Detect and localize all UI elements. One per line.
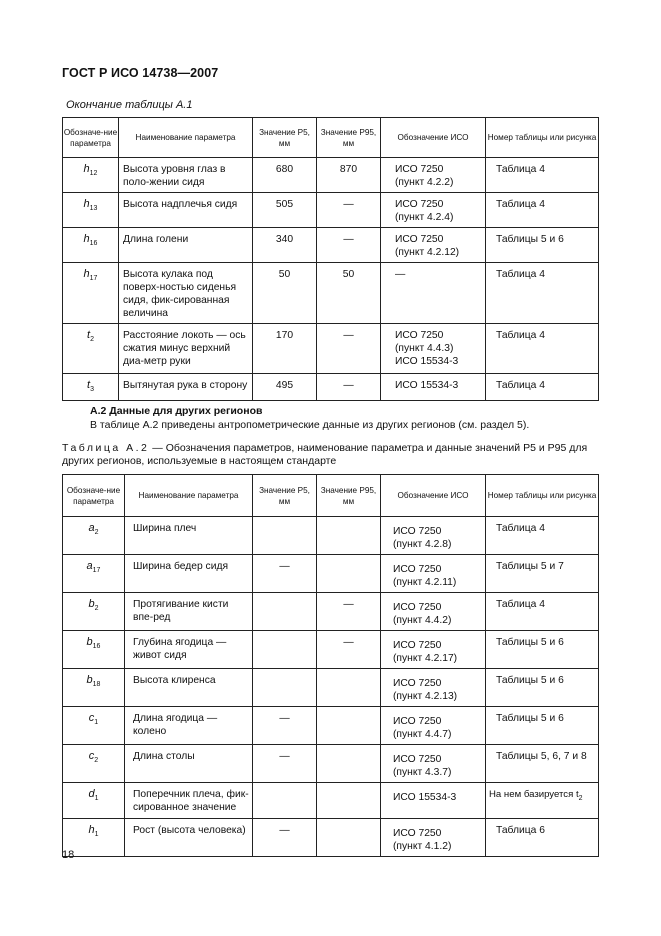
p95-value: —: [317, 324, 381, 374]
iso-reference: ИСО 7250 (пункт 4.4.7): [381, 707, 486, 745]
iso-reference: ИСО 15534-3: [381, 783, 486, 819]
table2-caption-lead: Таблица А.2: [62, 442, 150, 454]
iso-reference: ИСО 15534-3: [381, 374, 486, 401]
p5-value: 50: [253, 263, 317, 324]
symbol-subscript: 2: [90, 336, 94, 344]
p95-value: [317, 555, 381, 593]
ref-subscript: 2: [578, 794, 583, 802]
p95-value: —: [317, 228, 381, 263]
param-name: Ширина бедер сидя: [125, 555, 253, 593]
iso-reference: ИСО 7250 (пункт 4.1.2): [381, 819, 486, 857]
p5-value: 680: [253, 158, 317, 193]
symbol-subscript: 2: [94, 529, 99, 537]
p5-value: 505: [253, 193, 317, 228]
iso-reference: ИСО 7250 (пункт 4.2.11): [381, 555, 486, 593]
table-row: [63, 631, 599, 669]
param-symbol: [63, 745, 125, 783]
table-row: [63, 745, 599, 783]
symbol-letter: b: [86, 674, 93, 686]
table-reference: Таблица 4: [486, 517, 599, 555]
param-symbol: [63, 374, 119, 401]
table-reference: Таблица 4: [486, 324, 599, 374]
p5-value: —: [253, 555, 317, 593]
p95-value: —: [317, 593, 381, 631]
header-symbol: Обозначе-ние параметра: [63, 475, 125, 517]
symbol-letter: c: [88, 750, 95, 762]
param-name: Рост (высота человека): [125, 819, 253, 857]
param-symbol: [63, 669, 125, 707]
param-name: Длина голени: [119, 228, 253, 263]
table-row: [63, 263, 599, 324]
symbol-letter: h: [83, 198, 90, 210]
symbol-letter: t: [87, 379, 91, 391]
symbol-letter: h: [83, 233, 90, 245]
iso-reference: ИСО 7250 (пункт 4.2.17): [381, 631, 486, 669]
table-row: [63, 707, 599, 745]
symbol-letter: h: [88, 824, 95, 836]
table-reference: Таблицы 5 и 7: [486, 555, 599, 593]
param-symbol: [63, 263, 119, 324]
param-name: Вытянутая рука в сторону: [119, 374, 253, 401]
param-name: Высота надплечья сидя: [119, 193, 253, 228]
table-row: [63, 193, 599, 228]
header-iso: Обозначение ИСО: [381, 118, 486, 158]
ref-text: На нем базируется t: [489, 789, 579, 800]
param-name: Ширина плеч: [125, 517, 253, 555]
iso-reference: —: [381, 263, 486, 324]
table-reference: Таблица 4: [486, 593, 599, 631]
symbol-letter: h: [83, 163, 90, 175]
iso-reference: ИСО 7250 (пункт 4.2.12): [381, 228, 486, 263]
param-name: Поперечник плеча, фик-сированное значение: [125, 783, 253, 819]
table2-header-row: [63, 475, 599, 517]
page-number: 18: [62, 849, 75, 861]
header-p5: Значение P5, мм: [253, 475, 317, 517]
param-name: Высота кулака под поверх-ностью сиденья сидя, фик-сированная величина: [119, 263, 253, 324]
table-row: [63, 517, 599, 555]
symbol-letter: h: [83, 268, 90, 280]
p95-value: —: [317, 193, 381, 228]
table1-caption: Окончание таблицы А.1: [66, 99, 193, 111]
p95-value: [317, 783, 381, 819]
p5-value: —: [253, 819, 317, 857]
iso-reference: ИСО 7250 (пункт 4.4.3) ИСО 15534-3: [381, 324, 486, 374]
p5-value: —: [253, 707, 317, 745]
symbol-subscript: 2: [94, 605, 99, 613]
param-name: Высота уровня глаз в поло-жении сидя: [119, 158, 253, 193]
symbol-letter: b: [88, 598, 95, 610]
iso-reference: ИСО 7250 (пункт 4.2.8): [381, 517, 486, 555]
p5-value: —: [253, 745, 317, 783]
p5-value: [253, 593, 317, 631]
symbol-letter: a: [88, 522, 95, 534]
param-name: Длина ягодица — колено: [125, 707, 253, 745]
table-row: [63, 324, 599, 374]
table-reference: [486, 783, 599, 819]
symbol-letter: b: [86, 636, 93, 648]
param-name: Расстояние локоть — ось сжатия минус верхний диа-метр руки: [119, 324, 253, 374]
p5-value: 495: [253, 374, 317, 401]
p5-value: 340: [253, 228, 317, 263]
symbol-subscript: 1: [94, 719, 99, 727]
symbol-subscript: 17: [92, 567, 101, 575]
table-reference: Таблицы 5, 6, 7 и 8: [486, 745, 599, 783]
table-reference: Таблицы 5 и 6: [486, 669, 599, 707]
param-name: Глубина ягодица — живот сидя: [125, 631, 253, 669]
table1-header-row: [63, 118, 599, 158]
p95-value: —: [317, 631, 381, 669]
symbol-subscript: 2: [94, 757, 99, 765]
header-iso: Обозначение ИСО: [381, 475, 486, 517]
param-name: Протягивание кисти впе-ред: [125, 593, 253, 631]
header-name: Наименование параметра: [119, 118, 253, 158]
table-reference: Таблицы 5 и 6: [486, 631, 599, 669]
table-row: [63, 158, 599, 193]
param-symbol: [63, 158, 119, 193]
param-symbol: [63, 783, 125, 819]
table-reference: Таблица 6: [486, 819, 599, 857]
param-symbol: [63, 707, 125, 745]
p95-value: [317, 707, 381, 745]
param-name: Длина столы: [125, 745, 253, 783]
table-a2: [62, 474, 599, 857]
symbol-letter: c: [88, 712, 95, 724]
p95-value: [317, 819, 381, 857]
section-text: В таблице А.2 приведены антропометрические данные из других регионов (см. раздел 5).: [90, 419, 530, 431]
section-title: А.2 Данные для других регионов: [90, 405, 263, 417]
symbol-letter: d: [88, 788, 95, 800]
symbol-letter: t: [87, 329, 91, 341]
symbol-subscript: 18: [92, 681, 101, 689]
iso-reference: ИСО 7250 (пункт 4.2.13): [381, 669, 486, 707]
symbol-subscript: 1: [94, 795, 99, 803]
document-header: ГОСТ Р ИСО 14738—2007: [62, 66, 219, 80]
symbol-letter: a: [86, 560, 93, 572]
table2-caption-rest: — Обозначения параметров, наименование параметра и данные значений P5 и P95 для других регионов, используемые в настоящем стандарте: [62, 442, 588, 467]
header-ref: Номер таблицы или рисунка: [486, 475, 599, 517]
iso-reference: ИСО 7250 (пункт 4.3.7): [381, 745, 486, 783]
header-symbol: Обозначе-ние параметра: [63, 118, 119, 158]
table-row: [63, 228, 599, 263]
iso-reference: ИСО 7250 (пункт 4.2.2): [381, 158, 486, 193]
symbol-subscript: 16: [92, 643, 101, 651]
param-symbol: [63, 631, 125, 669]
p5-value: [253, 631, 317, 669]
p95-value: [317, 745, 381, 783]
param-symbol: [63, 228, 119, 263]
param-symbol: [63, 324, 119, 374]
table-row: [63, 555, 599, 593]
header-ref: Номер таблицы или рисунка: [486, 118, 599, 158]
table-row: [63, 819, 599, 857]
iso-reference: ИСО 7250 (пункт 4.2.4): [381, 193, 486, 228]
param-symbol: [63, 593, 125, 631]
header-name: Наименование параметра: [125, 475, 253, 517]
table-row: [63, 669, 599, 707]
table-reference: Таблица 4: [486, 374, 599, 401]
param-symbol: [63, 193, 119, 228]
table-row: [63, 783, 599, 819]
symbol-subscript: 17: [89, 275, 98, 283]
p95-value: 870: [317, 158, 381, 193]
symbol-subscript: 16: [89, 240, 98, 248]
table-reference: Таблица 4: [486, 158, 599, 193]
header-p5: Значение P5, мм: [253, 118, 317, 158]
table2-caption: [62, 442, 602, 468]
header-p95: Значение P95, мм: [317, 475, 381, 517]
table-row: [63, 593, 599, 631]
iso-reference: ИСО 7250 (пункт 4.4.2): [381, 593, 486, 631]
p95-value: 50: [317, 263, 381, 324]
table-reference: Таблицы 5 и 6: [486, 707, 599, 745]
table-reference: Таблицы 5 и 6: [486, 228, 599, 263]
param-symbol: [63, 517, 125, 555]
table-a1-end: [62, 117, 599, 401]
p5-value: [253, 669, 317, 707]
p95-value: —: [317, 374, 381, 401]
param-symbol: [63, 555, 125, 593]
table-reference: Таблица 4: [486, 193, 599, 228]
p5-value: 170: [253, 324, 317, 374]
p95-value: [317, 517, 381, 555]
symbol-subscript: 3: [90, 386, 94, 394]
table-row: [63, 374, 599, 401]
p5-value: [253, 783, 317, 819]
symbol-subscript: 12: [89, 170, 98, 178]
header-p95: Значение P95, мм: [317, 118, 381, 158]
symbol-subscript: 13: [89, 205, 98, 213]
param-name: Высота клиренса: [125, 669, 253, 707]
symbol-subscript: 1: [94, 831, 99, 839]
p95-value: [317, 669, 381, 707]
p5-value: [253, 517, 317, 555]
table-reference: Таблица 4: [486, 263, 599, 324]
